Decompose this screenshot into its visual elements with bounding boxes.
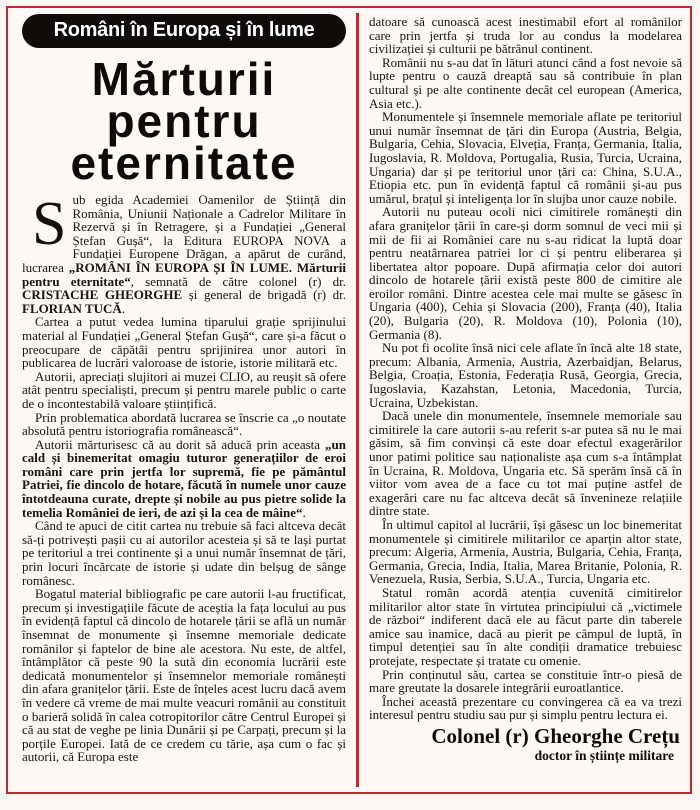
article-title-line-1: Mărturii <box>91 53 277 105</box>
body-text: ub egida Academiei Oamenilor de Știință din România, Uniunii Naționale a Cadrelor Militare în Rezervă și în Retragere, și a Fundației „General Ștefan Gușă“, la Editura EUROPA NOVA a Fundației Europene Drăgan, a apărut de curând, lucrarea <box>22 192 346 275</box>
article-paragraph <box>22 315 346 369</box>
article-paragraph <box>369 15 682 56</box>
body-text: Monumentele și însemnele memoriale aflate pe teritoriul unui număr însemnat de țări din Europa (Austria, Belgia, Bulgaria, Cehia, Slovacia, Elveția, Franța, Germania, Italia, Iugoslavia, R. Moldova, Portugalia, Rusia, Turcia, Ucraina, Ungaria) dar și pe teritoriul unor țări ca: China, S.U.A., Etiopia etc. pun în evidență faptul că românii și-au pus umărul, brațul și inteligența lor în slujba unor cauze nobile. <box>369 109 682 206</box>
article-paragraph <box>22 519 346 587</box>
article-paragraph <box>369 586 682 668</box>
rubric-banner: Români în Europa și în lume <box>22 14 346 48</box>
body-text: și general de brigadă (r) dr. <box>182 287 346 303</box>
article-paragraph <box>369 110 682 205</box>
emphasized-text: FLORIAN TUCĂ <box>22 300 122 316</box>
article-body-right <box>369 15 682 722</box>
body-text: , semnată de către colonel (r) dr. <box>130 273 347 289</box>
article-paragraph <box>369 205 682 341</box>
page-frame <box>6 6 692 794</box>
body-text: Autorii nu puteau ocoli nici cimitirele românești din afara granițelor țării în care-și dorm somnul de veci mii și mii de fii ai României care nu s-au ridicat la luptă doar pentru neatârnarea patriei lor ci și pentru eliberarea și libertatea altor popoare. După afirmația celor doi autori dincolo de hotarele țării există peste 800 de cimitire ale eroilor români. Dintre acestea cele mai multe se găsesc în Ungaria (400), Cehia și Slovacia (200), Franța (40), Italia (20), Bulgaria (20), R. Moldova (10), Polonia (10), Germania (8). <box>369 204 682 342</box>
body-text: Autorii mărturisesc că au dorit să aducă prin aceasta <box>35 436 326 452</box>
emphasized-text: „ROMÂNI ÎN EUROPA ȘI ÎN LUME. Mărturii pentru eternitate“ <box>22 259 346 289</box>
body-text: Închei această prezentare cu convingerea că ea va trezi interesul pentru studiu sau pur și simplu pentru lectura ei. <box>369 693 682 723</box>
article-paragraph <box>369 56 682 110</box>
left-column <box>8 8 356 792</box>
article-paragraph <box>22 438 346 520</box>
body-text: Prin problematica abordată lucrarea se înscrie ca „o noutate absolută pentru istoriografia românească“. <box>22 409 346 439</box>
signature-block <box>369 725 682 763</box>
emphasized-text: „un cald și binemeritat omagiu tuturor generațiilor de eroi români care prin jertfa lor supremă, fie pe pământul Patriei, fie dincolo de hotare, făcută în numele unor cauze întotdeauna curate, drepte și nobile au pus pietre solide la temelia României de ieri, de azi și la cea de mâine“ <box>22 436 346 520</box>
emphasized-text: CRISTACHE GHEORGHE <box>22 287 183 303</box>
article-paragraph <box>22 587 346 764</box>
article-title <box>22 53 346 189</box>
body-text: . <box>121 300 126 316</box>
drop-cap: S <box>32 190 67 258</box>
article-paragraph <box>369 668 682 695</box>
body-text: Nu pot fi ocolite însă nici cele aflate în încă alte 18 state, precum: Albania, Armenia, Austria, Azerbaidjan, Belarus, Belgia, Croația, Estonia, Federația Rusă, Georgia, Grecia, Iugoslavia, Kazahstan, Letonia, Macedonia, Turcia, Ucraina, Uzbekistan. <box>369 340 682 410</box>
signature-author-title: doctor în științe militare <box>534 747 674 763</box>
body-text: Statul român acordă atenția cuvenită cimitirelor militarilor altor state în virtutea principiului că „victimele de război“ indiferent dacă ele au făcut parte din taberele amice sau inamice, dacă au pierit pe câmpul de luptă, în timpul detenției sau în alte condiții dramatice trebuiesc protejate, respectate și tratate cu omenie. <box>369 584 682 668</box>
article-paragraph <box>22 190 347 316</box>
body-text: datoare să cunoască acest inestimabil efort al românilor care prin jertfa și truda lor au condus la modelarea civilizației și culturii pe bătrânul continent. <box>369 14 682 57</box>
article-paragraph <box>369 518 682 586</box>
body-text: În ultimul capitol al lucrării, își găsesc un loc binemeritat monumentele și cimitirele militarilor ce aparțin altor state, precum: Algeria, Armenia, Austria, Bulgaria, Cehia, Franța, Germania, Grecia, India, Italia, Marea Britanie, Polonia, R. Venezuela, Rusia, Serbia, S.U.A., Turcia, Ungaria etc. <box>369 516 682 587</box>
body-text: Prin conținutul său, cartea se constituie într-o piesă de mare greutate la dosarele integrării euroatlantice. <box>369 666 682 696</box>
article-body-left <box>22 190 347 765</box>
article-paragraph <box>369 409 682 518</box>
body-text: Când te apuci de citit cartea nu trebuie să faci altceva decât să-ți potrivești pașii cu ai autorilor acesteia și să te lași purtat pe teritoriul a trei continente și a unui număr însemnat de țări, prin locuri încărcate de istorie și udate din belșug de sânge românesc. <box>22 518 346 588</box>
article-title-line-2: pentru <box>106 95 262 147</box>
article-title-line-3: eternitate <box>70 137 298 189</box>
body-text: Dacă unele din monumentele, însemnele memoriale sau cimitirele la care autorii s-au referit s-ar putea să nu le mai găsim, să fim convinși că este doar efectul exagerărilor unor patimi politice sau naționaliste așa cum s-a întâmplat în Ucraina, R. Moldova, Ungaria etc. Să sperăm însă că în viitor vom avea de a face cu tot mai puține astfel de exagerări care nu fac altceva decât să învenineze relațiile dintre state. <box>369 408 682 519</box>
article-paragraph <box>22 411 346 438</box>
body-text: Autorii, apreciați slujitori ai muzei CLIO, au reușit să ofere atât pentru specialiști, precum și pentru marele public o carte de o incontestabilă valoare științifică. <box>22 368 346 411</box>
body-text: Românii nu s-au dat în lături atunci când a fost nevoie să lupte pentru o cauză dreaptă sau să contribuie în plan cultural și pe alte continente decât cel european (America, Asia etc.). <box>369 54 682 111</box>
article-paragraph <box>369 695 682 722</box>
article-paragraph <box>369 341 682 409</box>
right-column <box>359 8 690 792</box>
signature-author-name: Colonel (r) Gheorghe Crețu <box>431 723 680 748</box>
article-paragraph <box>22 370 346 411</box>
body-text: . <box>302 504 306 520</box>
body-text: Bogatul material bibliografic pe care autorii l-au fructificat, precum și investigațiile făcute de aceștia la fața locului au pus în evidență faptul că dincolo de hotarele țării se află un număr însemnat de monumente și însemne memoriale dedicate românilor și faptelor de bine ale acestora. Nu este, de altfel, întâmplător că peste 90 la sută din economia lucrării este dedicată monumentelor și însemnelor memoriale românești din afara granițelor țării. Este de înțeles acest lucru dacă avem în vedere că vreme de mai multe veacuri românii au constituit o barieră solidă în calea cotropitorilor către Centrul Europei și că au stat de veghe pe linia Dunării și pe Carpați, precum și la porțile Europei. Iată de ce credem cu tărie, așa cum o fac și autorii, că Europa este <box>22 586 346 765</box>
body-text: Cartea a putut vedea lumina tiparului grație sprijinului material al Fundației „General Ștefan Gușă“, care și-a făcut o preocupare de căpătâi pentru sprijinirea unor autori în publicarea de lucrări valoroase de istorie, istorie militară etc. <box>22 314 346 371</box>
